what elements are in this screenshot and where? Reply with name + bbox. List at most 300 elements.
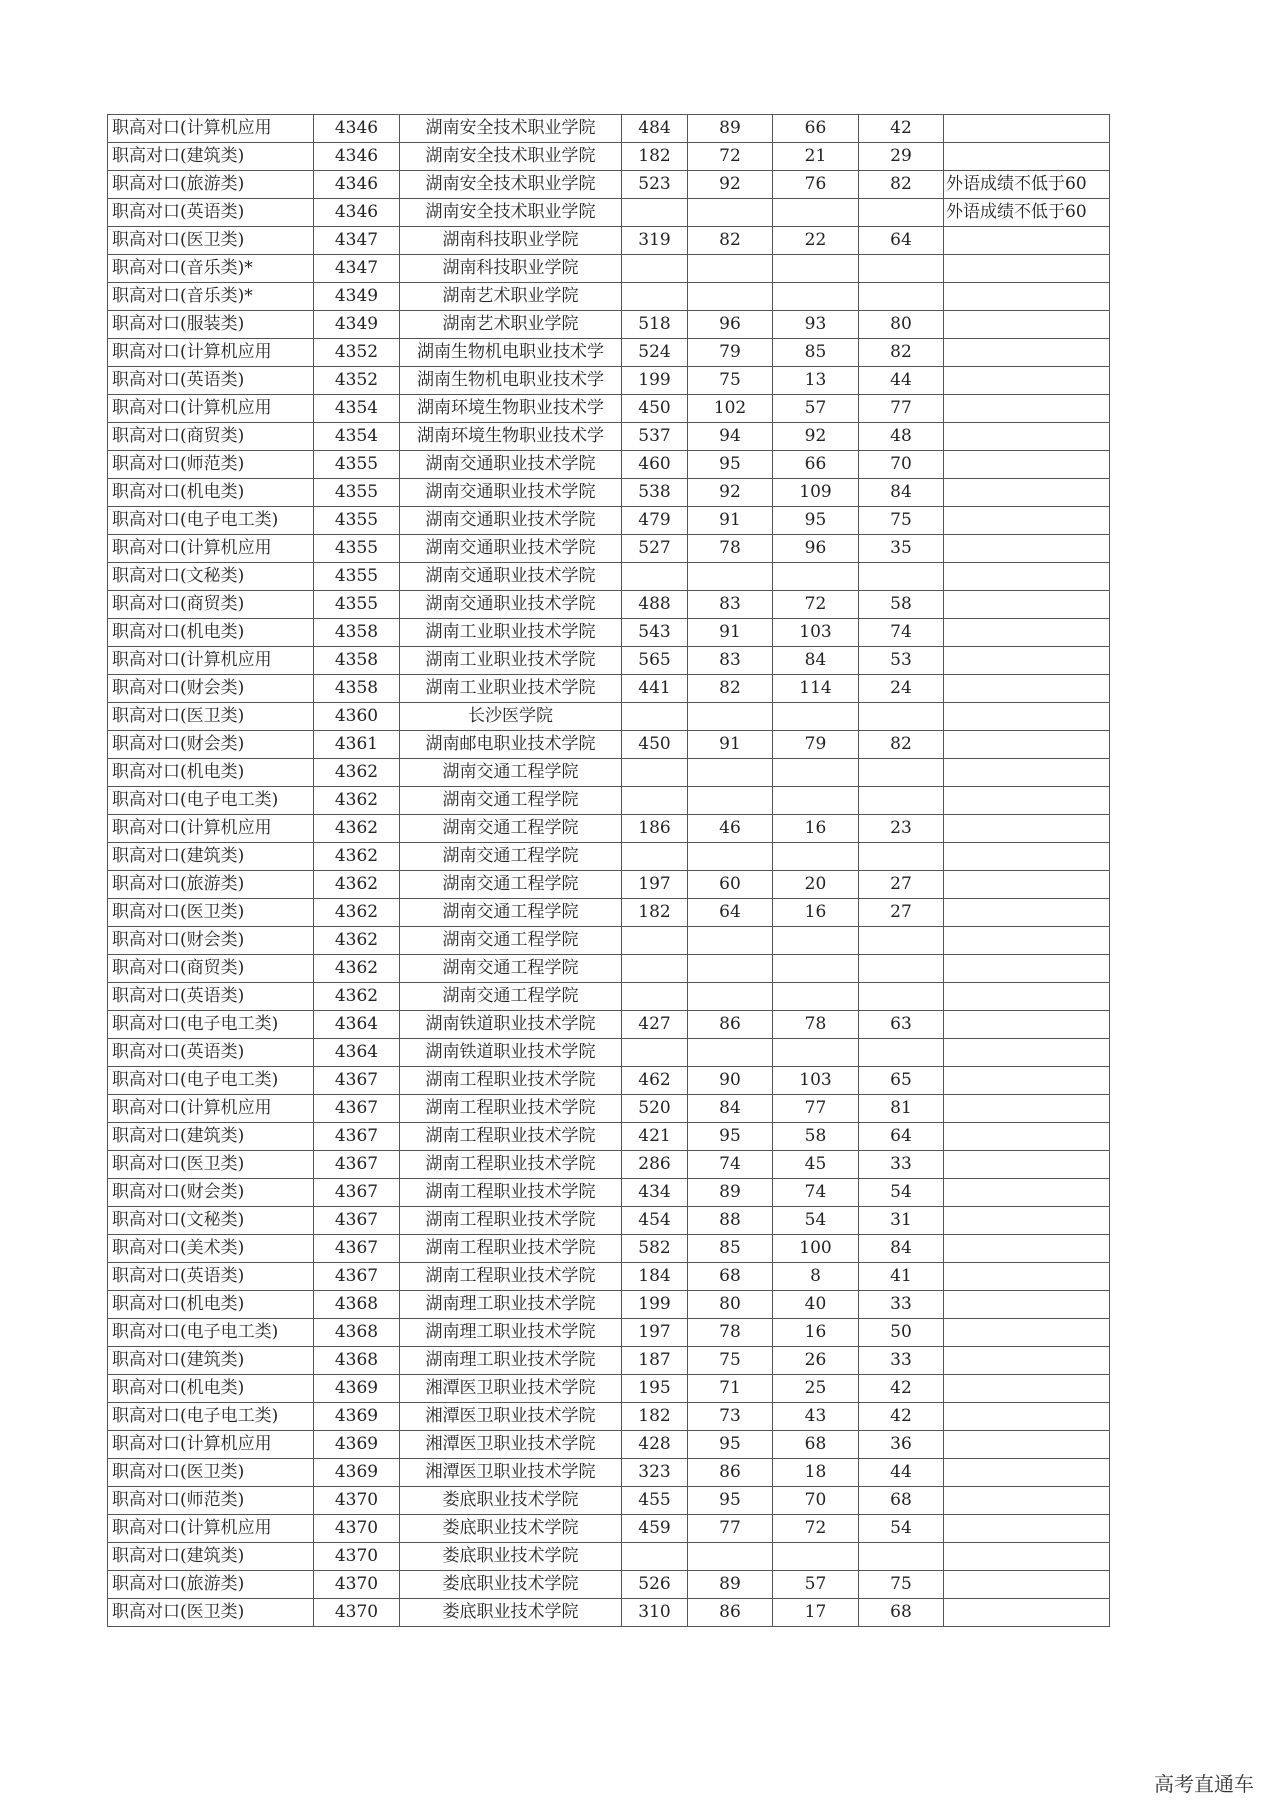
score-a-cell: 95 [688,1431,773,1459]
code-cell: 4349 [314,283,400,311]
note-cell [944,1235,1110,1263]
score-c-cell: 27 [859,871,944,899]
note-cell [944,1207,1110,1235]
table-row [108,563,1110,591]
category-cell: 职高对口(文秘类) [108,563,314,591]
code-cell: 4354 [314,395,400,423]
category-cell: 职高对口(音乐类)* [108,255,314,283]
score-b-cell: 18 [773,1459,859,1487]
table-row [108,143,1110,171]
note-cell [944,143,1110,171]
category-cell: 职高对口(计算机应用 [108,115,314,143]
category-cell: 职高对口(英语类) [108,983,314,1011]
score-b-cell: 26 [773,1347,859,1375]
score-c-cell: 27 [859,899,944,927]
score-a-cell: 95 [688,1487,773,1515]
table-row [108,255,1110,283]
category-cell: 职高对口(电子电工类) [108,1403,314,1431]
note-cell [944,1011,1110,1039]
code-cell: 4367 [314,1263,400,1291]
score-b-cell [773,703,859,731]
code-cell: 4361 [314,731,400,759]
category-cell: 职高对口(机电类) [108,1291,314,1319]
score-a-cell: 89 [688,115,773,143]
category-cell: 职高对口(机电类) [108,619,314,647]
table-row [108,703,1110,731]
score-c-cell [859,283,944,311]
note-cell [944,759,1110,787]
code-cell: 4358 [314,619,400,647]
score-b-cell [773,199,859,227]
score-a-cell: 95 [688,1123,773,1151]
score-b-cell: 45 [773,1151,859,1179]
total-score-cell: 582 [622,1235,688,1263]
note-cell [944,535,1110,563]
note-cell [944,1067,1110,1095]
total-score-cell: 197 [622,1319,688,1347]
score-b-cell: 40 [773,1291,859,1319]
score-b-cell [773,1543,859,1571]
table-row [108,647,1110,675]
table-row [108,899,1110,927]
score-b-cell: 16 [773,899,859,927]
code-cell: 4355 [314,563,400,591]
total-score-cell: 421 [622,1123,688,1151]
total-score-cell: 182 [622,899,688,927]
school-cell: 娄底职业技术学院 [400,1515,622,1543]
note-cell [944,675,1110,703]
category-cell: 职高对口(建筑类) [108,1123,314,1151]
table-row [108,1319,1110,1347]
score-a-cell [688,1543,773,1571]
school-cell: 湖南工程职业技术学院 [400,1235,622,1263]
score-c-cell: 29 [859,143,944,171]
code-cell: 4367 [314,1179,400,1207]
score-c-cell: 44 [859,367,944,395]
code-cell: 4362 [314,955,400,983]
score-c-cell [859,759,944,787]
code-cell: 4355 [314,535,400,563]
category-cell: 职高对口(医卫类) [108,227,314,255]
note-cell [944,1319,1110,1347]
school-cell: 湖南交通工程学院 [400,983,622,1011]
total-score-cell: 543 [622,619,688,647]
score-a-cell: 84 [688,1095,773,1123]
category-cell: 职高对口(旅游类) [108,871,314,899]
score-b-cell: 8 [773,1263,859,1291]
total-score-cell [622,787,688,815]
school-cell: 湖南铁道职业技术学院 [400,1039,622,1067]
code-cell: 4369 [314,1459,400,1487]
score-a-cell: 72 [688,143,773,171]
school-cell: 娄底职业技术学院 [400,1487,622,1515]
score-c-cell: 58 [859,591,944,619]
note-cell [944,451,1110,479]
school-cell: 湖南科技职业学院 [400,227,622,255]
score-a-cell: 86 [688,1459,773,1487]
code-cell: 4369 [314,1431,400,1459]
score-c-cell [859,983,944,1011]
school-cell: 湖南工程职业技术学院 [400,1151,622,1179]
school-cell: 湖南理工职业技术学院 [400,1319,622,1347]
note-cell [944,703,1110,731]
code-cell: 4370 [314,1487,400,1515]
category-cell: 职高对口(美术类) [108,1235,314,1263]
category-cell: 职高对口(旅游类) [108,1571,314,1599]
category-cell: 职高对口(医卫类) [108,1599,314,1627]
table-row [108,871,1110,899]
total-score-cell [622,703,688,731]
table-row [108,1487,1110,1515]
code-cell: 4362 [314,787,400,815]
total-score-cell: 186 [622,815,688,843]
code-cell: 4368 [314,1347,400,1375]
category-cell: 职高对口(商贸类) [108,955,314,983]
score-b-cell [773,759,859,787]
category-cell: 职高对口(建筑类) [108,143,314,171]
total-score-cell [622,1543,688,1571]
score-a-cell: 85 [688,1235,773,1263]
school-cell: 湖南工程职业技术学院 [400,1263,622,1291]
category-cell: 职高对口(计算机应用 [108,1095,314,1123]
total-score-cell: 526 [622,1571,688,1599]
note-cell [944,1599,1110,1627]
note-cell [944,1291,1110,1319]
total-score-cell: 488 [622,591,688,619]
score-c-cell [859,927,944,955]
total-score-cell [622,843,688,871]
score-b-cell: 95 [773,507,859,535]
score-b-cell: 93 [773,311,859,339]
table-row [108,1543,1110,1571]
category-cell: 职高对口(服装类) [108,311,314,339]
code-cell: 4368 [314,1319,400,1347]
total-score-cell: 427 [622,1011,688,1039]
score-c-cell: 35 [859,535,944,563]
score-b-cell: 84 [773,647,859,675]
school-cell: 湖南交通职业技术学院 [400,591,622,619]
total-score-cell: 450 [622,731,688,759]
total-score-cell: 523 [622,171,688,199]
score-c-cell: 23 [859,815,944,843]
code-cell: 4362 [314,899,400,927]
score-a-cell [688,255,773,283]
score-b-cell: 66 [773,115,859,143]
category-cell: 职高对口(机电类) [108,759,314,787]
score-a-cell: 68 [688,1263,773,1291]
code-cell: 4362 [314,815,400,843]
total-score-cell: 450 [622,395,688,423]
score-a-cell: 91 [688,507,773,535]
score-c-cell: 77 [859,395,944,423]
score-a-cell: 78 [688,1319,773,1347]
score-c-cell: 54 [859,1179,944,1207]
score-b-cell: 70 [773,1487,859,1515]
table-row [108,367,1110,395]
table-row [108,171,1110,199]
note-cell [944,1403,1110,1431]
score-c-cell: 33 [859,1291,944,1319]
code-cell: 4368 [314,1291,400,1319]
score-c-cell: 50 [859,1319,944,1347]
table-row [108,1571,1110,1599]
score-c-cell: 84 [859,479,944,507]
school-cell: 湖南交通职业技术学院 [400,479,622,507]
score-b-cell: 17 [773,1599,859,1627]
table-row [108,199,1110,227]
category-cell: 职高对口(财会类) [108,927,314,955]
score-b-cell: 79 [773,731,859,759]
table-row [108,843,1110,871]
score-a-cell: 89 [688,1571,773,1599]
category-cell: 职高对口(计算机应用 [108,339,314,367]
total-score-cell: 538 [622,479,688,507]
score-a-cell: 89 [688,1179,773,1207]
school-cell: 湘潭医卫职业技术学院 [400,1431,622,1459]
table-row [108,1431,1110,1459]
category-cell: 职高对口(医卫类) [108,1151,314,1179]
table-row [108,1179,1110,1207]
score-b-cell [773,983,859,1011]
score-b-cell: 20 [773,871,859,899]
score-a-cell [688,703,773,731]
score-b-cell: 68 [773,1431,859,1459]
code-cell: 4358 [314,647,400,675]
table-row [108,1459,1110,1487]
school-cell: 湖南工程职业技术学院 [400,1067,622,1095]
school-cell: 湖南理工职业技术学院 [400,1291,622,1319]
score-c-cell: 80 [859,311,944,339]
note-cell [944,1459,1110,1487]
table-row [108,1151,1110,1179]
score-b-cell [773,787,859,815]
school-cell: 湖南安全技术职业学院 [400,171,622,199]
score-b-cell: 72 [773,591,859,619]
total-score-cell: 460 [622,451,688,479]
score-a-cell: 77 [688,1515,773,1543]
note-cell [944,787,1110,815]
score-a-cell: 71 [688,1375,773,1403]
table-row [108,1347,1110,1375]
score-b-cell [773,955,859,983]
score-c-cell [859,563,944,591]
school-cell: 湖南交通职业技术学院 [400,535,622,563]
note-cell [944,1347,1110,1375]
school-cell: 湖南艺术职业学院 [400,311,622,339]
category-cell: 职高对口(机电类) [108,1375,314,1403]
note-cell [944,311,1110,339]
table-row [108,759,1110,787]
school-cell: 湖南安全技术职业学院 [400,143,622,171]
category-cell: 职高对口(计算机应用 [108,395,314,423]
score-c-cell: 42 [859,115,944,143]
score-a-cell [688,787,773,815]
score-b-cell [773,255,859,283]
score-c-cell: 48 [859,423,944,451]
note-cell [944,815,1110,843]
total-score-cell [622,927,688,955]
score-c-cell [859,787,944,815]
school-cell: 湖南环境生物职业技术学 [400,423,622,451]
score-a-cell: 75 [688,367,773,395]
category-cell: 职高对口(电子电工类) [108,1011,314,1039]
score-a-cell: 91 [688,619,773,647]
school-cell: 湖南工程职业技术学院 [400,1095,622,1123]
total-score-cell: 199 [622,1291,688,1319]
table-row [108,507,1110,535]
score-c-cell: 42 [859,1403,944,1431]
code-cell: 4367 [314,1235,400,1263]
school-cell: 湖南理工职业技术学院 [400,1347,622,1375]
score-a-cell: 78 [688,535,773,563]
code-cell: 4346 [314,199,400,227]
note-cell [944,1431,1110,1459]
score-a-cell: 79 [688,339,773,367]
score-a-cell: 90 [688,1067,773,1095]
total-score-cell: 184 [622,1263,688,1291]
note-cell [944,843,1110,871]
total-score-cell: 199 [622,367,688,395]
score-c-cell: 74 [859,619,944,647]
score-a-cell [688,927,773,955]
table-row [108,1067,1110,1095]
table-row [108,1207,1110,1235]
total-score-cell [622,283,688,311]
category-cell: 职高对口(财会类) [108,675,314,703]
score-a-cell: 88 [688,1207,773,1235]
school-cell: 湖南安全技术职业学院 [400,199,622,227]
table-row [108,395,1110,423]
total-score-cell: 197 [622,871,688,899]
score-c-cell: 64 [859,1123,944,1151]
total-score-cell: 518 [622,311,688,339]
total-score-cell: 434 [622,1179,688,1207]
code-cell: 4355 [314,507,400,535]
note-cell: 外语成绩不低于60 [944,199,1110,227]
table-row [108,619,1110,647]
code-cell: 4367 [314,1095,400,1123]
note-cell [944,1179,1110,1207]
score-a-cell [688,199,773,227]
code-cell: 4370 [314,1515,400,1543]
score-a-cell: 96 [688,311,773,339]
category-cell: 职高对口(电子电工类) [108,1067,314,1095]
score-c-cell: 65 [859,1067,944,1095]
score-a-cell: 46 [688,815,773,843]
total-score-cell: 524 [622,339,688,367]
code-cell: 4349 [314,311,400,339]
total-score-cell [622,199,688,227]
school-cell: 湖南交通职业技术学院 [400,451,622,479]
school-cell: 娄底职业技术学院 [400,1571,622,1599]
code-cell: 4369 [314,1403,400,1431]
total-score-cell: 428 [622,1431,688,1459]
note-cell [944,1543,1110,1571]
school-cell: 湘潭医卫职业技术学院 [400,1403,622,1431]
category-cell: 职高对口(计算机应用 [108,647,314,675]
code-cell: 4364 [314,1039,400,1067]
category-cell: 职高对口(英语类) [108,1039,314,1067]
score-b-cell: 109 [773,479,859,507]
score-a-cell: 80 [688,1291,773,1319]
score-b-cell: 92 [773,423,859,451]
category-cell: 职高对口(师范类) [108,451,314,479]
table-row [108,675,1110,703]
note-cell [944,927,1110,955]
note-cell [944,647,1110,675]
school-cell: 湖南铁道职业技术学院 [400,1011,622,1039]
school-cell: 湖南工业职业技术学院 [400,675,622,703]
category-cell: 职高对口(计算机应用 [108,535,314,563]
score-a-cell: 83 [688,591,773,619]
code-cell: 4358 [314,675,400,703]
score-c-cell [859,1543,944,1571]
note-cell [944,1039,1110,1067]
note-cell [944,227,1110,255]
category-cell: 职高对口(财会类) [108,731,314,759]
score-c-cell: 68 [859,1599,944,1627]
table-row [108,479,1110,507]
note-cell [944,1571,1110,1599]
school-cell: 湘潭医卫职业技术学院 [400,1375,622,1403]
code-cell: 4369 [314,1375,400,1403]
code-cell: 4355 [314,451,400,479]
score-b-cell: 57 [773,395,859,423]
note-cell [944,731,1110,759]
school-cell: 湖南交通工程学院 [400,843,622,871]
note-cell [944,871,1110,899]
score-b-cell: 16 [773,1319,859,1347]
school-cell: 湖南工程职业技术学院 [400,1207,622,1235]
category-cell: 职高对口(财会类) [108,1179,314,1207]
table-row [108,955,1110,983]
total-score-cell: 455 [622,1487,688,1515]
note-cell [944,955,1110,983]
score-b-cell: 72 [773,1515,859,1543]
code-cell: 4367 [314,1123,400,1151]
score-b-cell: 85 [773,339,859,367]
total-score-cell: 479 [622,507,688,535]
score-b-cell: 57 [773,1571,859,1599]
note-cell: 外语成绩不低于60 [944,171,1110,199]
score-a-cell: 60 [688,871,773,899]
table-row [108,1375,1110,1403]
score-c-cell: 75 [859,507,944,535]
score-b-cell: 58 [773,1123,859,1151]
score-a-cell [688,283,773,311]
score-a-cell: 92 [688,479,773,507]
total-score-cell: 527 [622,535,688,563]
school-cell: 湖南环境生物职业技术学 [400,395,622,423]
code-cell: 4367 [314,1151,400,1179]
school-cell: 娄底职业技术学院 [400,1543,622,1571]
code-cell: 4346 [314,143,400,171]
category-cell: 职高对口(医卫类) [108,703,314,731]
table-row [108,423,1110,451]
table-row [108,1403,1110,1431]
note-cell [944,1123,1110,1151]
total-score-cell [622,983,688,1011]
score-c-cell: 81 [859,1095,944,1123]
score-b-cell [773,843,859,871]
category-cell: 职高对口(计算机应用 [108,1515,314,1543]
category-cell: 职高对口(师范类) [108,1487,314,1515]
note-cell [944,367,1110,395]
score-b-cell: 22 [773,227,859,255]
total-score-cell [622,1039,688,1067]
table-row [108,815,1110,843]
table-row [108,227,1110,255]
